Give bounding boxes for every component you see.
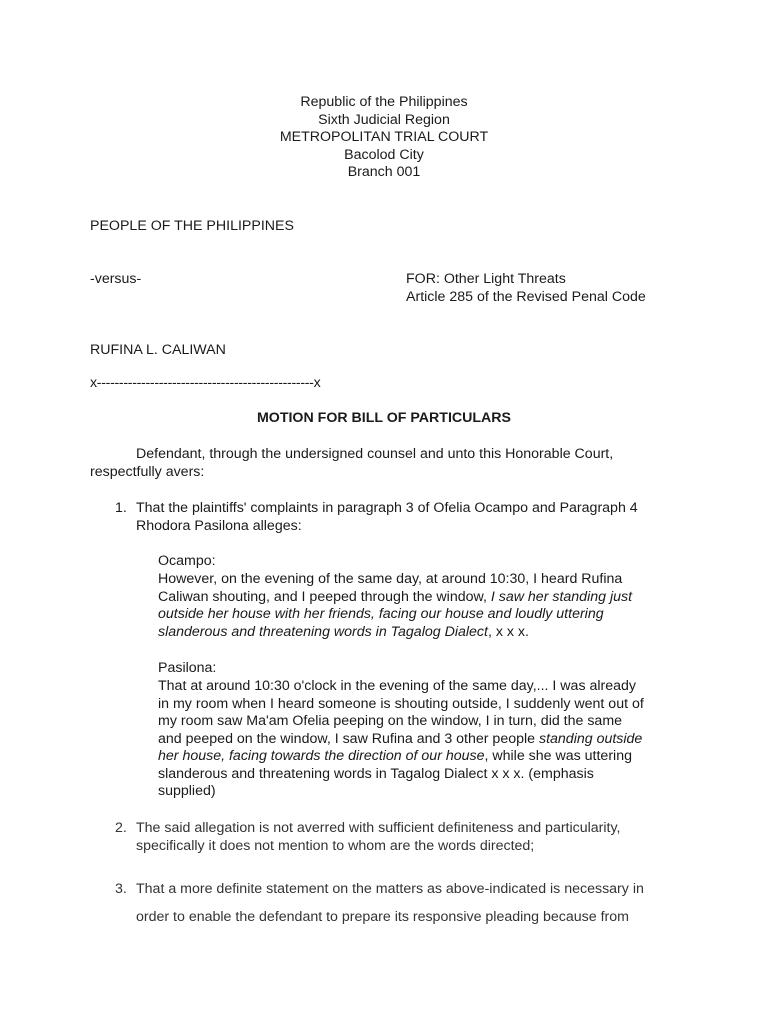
ocampo-line-3-emphasis: outside her house with her friends, facing our house and loudly uttering [158, 606, 604, 622]
intro-line-1: Defendant, through the undersigned counsel and unto this Honorable Court, [136, 446, 614, 462]
item-2-number: 2. [115, 820, 127, 836]
item-3-line-1: That a more definite statement on the matters as above-indicated is necessary in [136, 881, 644, 897]
ocampo-line-4 [158, 624, 529, 642]
pasilona-line-1: That at around 10:30 o'clock in the evening of the same day,... I was already [158, 678, 637, 694]
pasilona-line-7: supplied) [158, 783, 216, 799]
ocampo-label: Ocampo: [158, 553, 216, 569]
header-city: Bacolod City [344, 146, 424, 163]
pasilona-line-4 [158, 731, 642, 749]
header-republic: Republic of the Philippines [300, 94, 468, 110]
item-2-line-1: The said allegation is not averred with sufficient definiteness and particularity, [136, 820, 621, 836]
plaintiff-name: PEOPLE OF THE PHILIPPINES [90, 218, 294, 234]
ocampo-line-4-text: , x x x. [487, 623, 529, 640]
intro-line-2: respectfully avers: [90, 463, 205, 480]
ocampo-line-2 [158, 589, 632, 607]
ocampo-line-3 [158, 606, 604, 624]
item-3-number: 3. [115, 881, 127, 897]
versus-label: -versus- [90, 271, 142, 287]
ocampo-line-1: However, on the evening of the same day, at around 10:30, I heard Rufina [158, 571, 623, 587]
ocampo-line-2-emphasis: I saw her standing just [490, 588, 633, 605]
offense-article: Article 285 of the Revised Penal Code [406, 288, 646, 305]
pasilona-line-5-emphasis: her house, facing towards the direction of our house [158, 748, 485, 764]
defendant-name: RUFINA L. CALIWAN [90, 342, 226, 358]
pasilona-line-2: in my room when I heard someone is shouting outside, I suddenly went out of [158, 695, 644, 712]
offense-label: FOR: Other Light Threats [406, 271, 566, 287]
ocampo-line-4-emphasis: slanderous and threatening words in Tagalog Dialect [158, 623, 488, 640]
item-1-number: 1. [115, 500, 127, 516]
header-court: METROPOLITAN TRIAL COURT [279, 129, 489, 145]
item-1-line-2: Rhodora Pasilona alleges: [136, 517, 302, 534]
pasilona-line-4-text: and peeped on the window, I saw Rufina and 3 other people [158, 730, 539, 747]
pasilona-label: Pasilona: [158, 660, 217, 676]
item-2-line-2: specifically it does not mention to whom are the words directed; [136, 837, 535, 854]
pasilona-line-6: slanderous and threatening words in Tagalog Dialect x x x. (emphasis [158, 765, 594, 782]
header-region: Sixth Judicial Region [318, 111, 450, 128]
item-1-line-1: That the plaintiffs' complaints in paragraph 3 of Ofelia Ocampo and Paragraph 4 [136, 500, 638, 516]
ocampo-line-2-text: Caliwan shouting, and I peeped through the window, [158, 588, 491, 605]
motion-title: MOTION FOR BILL OF PARTICULARS [256, 410, 512, 426]
caption-separator: x-------------------------------------------------x [90, 375, 321, 391]
pasilona-line-3: my room saw Ma'am Ofelia peeping on the window, I in turn, did the same [158, 713, 623, 729]
item-3-line-2: order to enable the defendant to prepare its responsive pleading because from [136, 909, 629, 925]
pasilona-line-4-emphasis: standing outside [538, 730, 643, 747]
header-branch: Branch 001 [347, 164, 421, 180]
pasilona-line-5 [158, 748, 632, 766]
pasilona-line-5-text: , while she was uttering [484, 748, 632, 764]
